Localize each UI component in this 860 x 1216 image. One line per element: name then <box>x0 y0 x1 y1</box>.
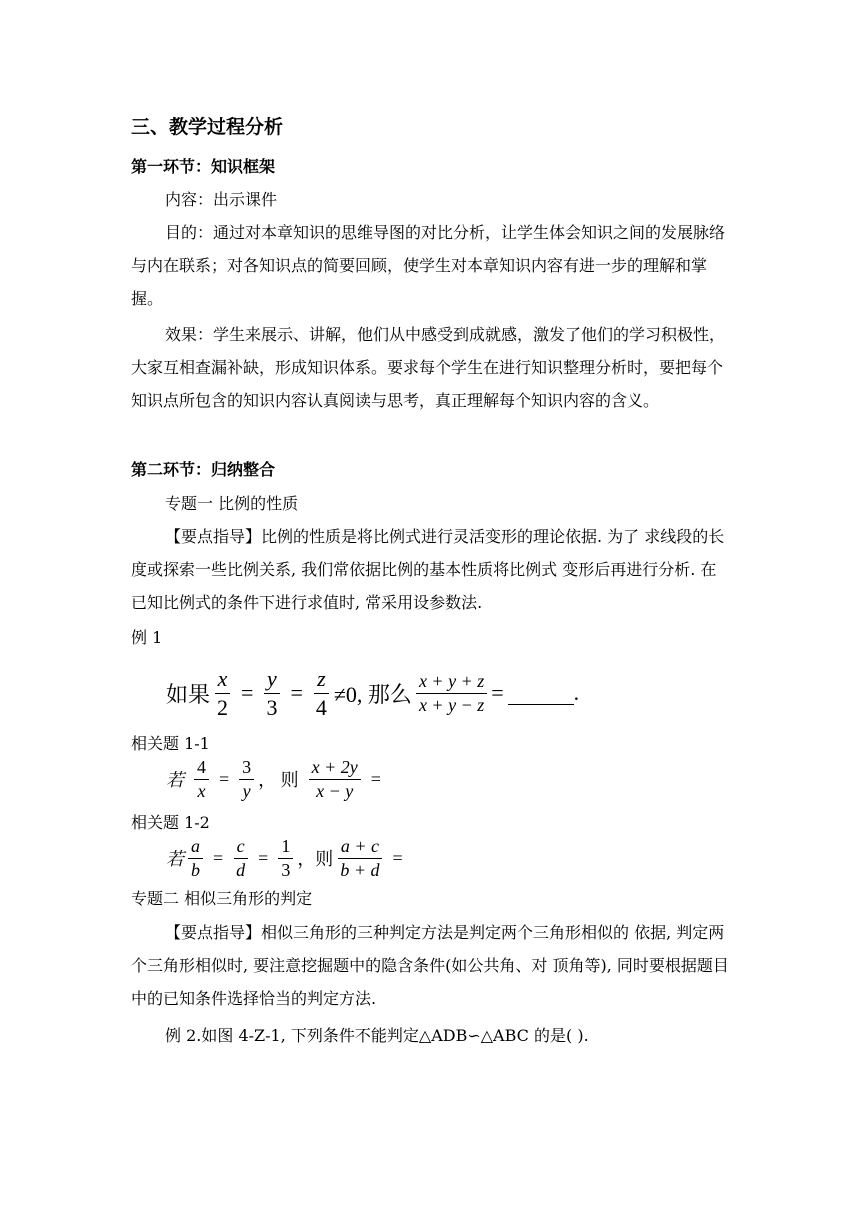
fraction: $\frac{1}{3}$ <box>278 837 293 880</box>
fraction: $\frac{z}{4}$ <box>315 666 327 720</box>
fraction: $\frac{c}{d}$ <box>233 837 248 880</box>
fraction: $\frac{4}{x}$ <box>194 758 209 801</box>
stage2-heading: 第二环节：归纳整合 <box>131 460 276 479</box>
fraction: $\frac{a + c}{b + d}$ <box>337 837 382 880</box>
stage1-purpose: 目的：通过对本章知识的思维导图的对比分析，让学生体会知识之间的发展脉络与内在联系；对各知识点的简要回顾，使学生对本章知识内容有进一步的理解和掌握。 <box>131 223 726 308</box>
topic2-title: 专题二 相似三角形的判定 <box>131 889 313 908</box>
stage1-heading: 第一环节：知识框架 <box>131 157 276 176</box>
topic1-guide: 【要点指导】比例的性质是将比例式进行灵活变形的理论依据. 为了 求线段的长度或探索一些比例关系, 我们常依据比例的基本性质将比例式 变形后再进行分析. 在已知比例式的条件下进行求值时, 常采用设参数法. <box>131 527 725 612</box>
example2: 例 2.如图 4-Z-1, 下列条件不能判定△ADB∽△ABC 的是( ). <box>165 1026 589 1045</box>
example1-formula: 如果 $\frac{x}{2}$ = $\frac{y}{3}$ = $\frac{z}{4}$ ≠0, 那么 $\frac{x + y + z}{x + y - z}$ = . <box>166 666 580 720</box>
topic1-title: 专题一 比例的性质 <box>165 494 299 513</box>
related2-formula: 若 $\frac{a}{b}$ = $\frac{c}{d}$ = $\frac{1}{3}$ ，则 $\frac{a + c}{b + d}$ = <box>166 835 403 880</box>
fraction: $\frac{y}{3}$ <box>263 667 280 718</box>
related2-label: 相关题 1-2 <box>131 813 210 832</box>
stage1-effect: 效果：学生来展示、讲解，他们从中感受到成就感，激发了他们的学习积极性，大家互相查漏补缺，形成知识体系。要求每个学生在进行知识整理分析时，要把每个知识点所包含的知识内容认真阅读与思考，真正理解每个知识内容的含义。 <box>131 325 726 410</box>
fraction: $\frac{x + y + z}{x + y - z}$ <box>416 672 487 715</box>
fraction: $\frac{3}{y}$ <box>239 758 254 801</box>
fraction: $\frac{a}{b}$ <box>188 837 203 880</box>
answer-blank <box>508 682 574 705</box>
formula-lead: 如果 <box>166 681 211 707</box>
stage1-content: 内容：出示课件 <box>165 190 278 209</box>
fraction: $\frac{x + 2y}{x - y}$ <box>309 758 361 801</box>
fraction: $\frac{x}{2}$ <box>214 667 231 718</box>
section-title: 三、教学过程分析 <box>131 116 284 138</box>
example1-label: 例 1 <box>131 628 163 647</box>
related1-formula: 若 $\frac{4}{x}$ = $\frac{3}{y}$ ， 则 $\frac{x + 2y}{x - y}$ = <box>166 756 381 801</box>
topic2-guide: 【要点指导】相似三角形的三种判定方法是判定两个三角形相似的 依据, 判定两个三角形相似时, 要注意挖掘题中的隐含条件(如公共角、对 顶角等), 同时要根据题目中的已知条件选择恰当的判定方法. <box>131 923 729 1008</box>
related1-label: 相关题 1-1 <box>131 734 210 753</box>
